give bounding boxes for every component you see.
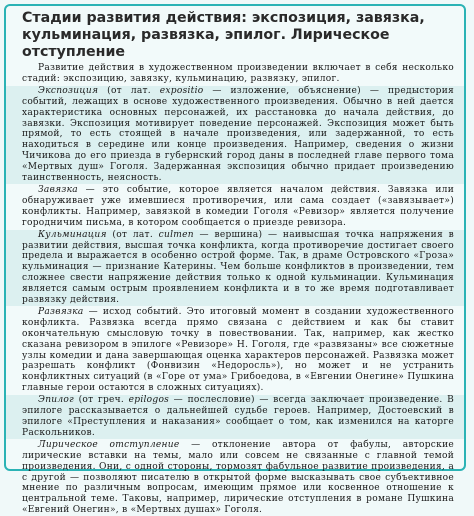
climax-lat-prefix: (от лат. [106,229,159,240]
section-climax [6,230,464,306]
climax-text: — вершина) — наивысшая точка напряжения в развитии действия, высшая точка конфликта, когда противоречие достигает своего предела и выражается в особенно острой форме. Так, в драме Островского «Гроза» кульминация — признание Катерины. Чем больше конфликтов в произведении, тем сложнее свести напряжение действия только к одной кульминации. Кульминация является самым острым проявлением конфликта и в то же время подготавливает развязку действия. [22,229,454,306]
article-body [6,63,464,516]
epilogue-greek-word: epilogos [128,395,170,406]
climax-latin-word: culmen [158,229,194,240]
term-lyrical-digression: Лирическое отступление [38,439,180,450]
term-climax: Кульминация [38,229,107,240]
exposition-text: — изложение, объяснение) — предыстория событий, лежащих в основе художественного произведения. Обычно в ней дается характеристика основных персонажей, их расстановка до начала действия, до завязки. Экспозиция мотивирует поведение персонажей. Экспозиция может быть прямой, то есть стоящей в начале произведения, или задержанной, то есть находиться в середине или конце произведения. Например, сведения о жизни Чичикова до его приезда в губернский город даны в последней главе первого тома «Мертвых душ» Гоголя. Задержанная экспозиция обычно придает произведению таинственность, неясность. [22,85,454,184]
content-frame [4,4,466,516]
term-plot-start: Завязка [38,184,78,195]
epilogue-text: — послесловие) — всегда заключает произведение. В эпилоге рассказывается о дальнейшей судьбе героев. Например, Достоевский в эпилоге «Преступления и наказания» сообщает о том, как изменился на каторге Раскольников. [22,395,454,438]
plot-start-text: — это событие, которое является началом действия. Завязка или обнаруживает уже имевшиеся противоречия, или сама создает («завязывает») конфликты. Например, завязкой в комедии Гоголя «Ревизор» является получение городничим письма, в котором сообщается о приезде ревизора. [22,184,454,228]
lyrical-digression-text: — отклонение автора от фабулы, авторские лирические вставки на темы, мало или совсем не связанные с главной темой произведения. Они, с одной стороны, тормозят фабульное развитие произведения, а с другой — позволяют писателю в открытой форме высказывать свое субъективное мнение по различным вопросам, имеющим прямое или косвенное отношение к центральной теме. Таковы, например, лирические отступления в романе Пушкина «Евгений Онегин», в «Мертвых душах» Гоголя. [22,439,455,516]
section-plot-start [22,185,454,229]
term-denouement: Развязка [38,306,84,317]
term-exposition: Экспозиция [38,85,99,96]
section-lyrical-digression [22,440,454,516]
intro-paragraph: Развитие действия в художественном произведении включает в себя несколько стадий: экспозицию, завязку, кульминацию, развязку, эпилог. [22,63,454,84]
epilogue-lat-prefix: (от греч. [73,395,129,406]
section-epilogue [6,395,464,439]
section-denouement [22,307,454,394]
denouement-text: — исход событий. Это итоговый момент в создании художественного конфликта. Развязка всегда прямо связана с действием и как бы ставит окончательную смысловую точку в повествовании. Так, например, как жестко сказана ревизором в эпилоге «Ревизоре» Н. Гоголя, где «развязаны» все сюжетные узлы комедии и дана завершающая оценка характеров персонажей. Развязка может разрешать конфликт (Фонвизин «Недоросль»), но может и не устранить конфликтных ситуаций (в «Горе от ума» Грибоедова, в «Евгении Онегине» Пушкина главные герои остаются в сложных ситуациях). [22,306,454,394]
term-epilogue: Эпилог [38,395,74,406]
section-exposition [6,86,464,184]
exposition-latin-word: expositio [159,85,204,96]
exposition-lat-prefix: (от лат. [98,85,160,96]
page-title: Стадии развития действия: экспозиция, завязка, кульминация, развязка, эпилог. Лирическое отступление [22,10,425,60]
